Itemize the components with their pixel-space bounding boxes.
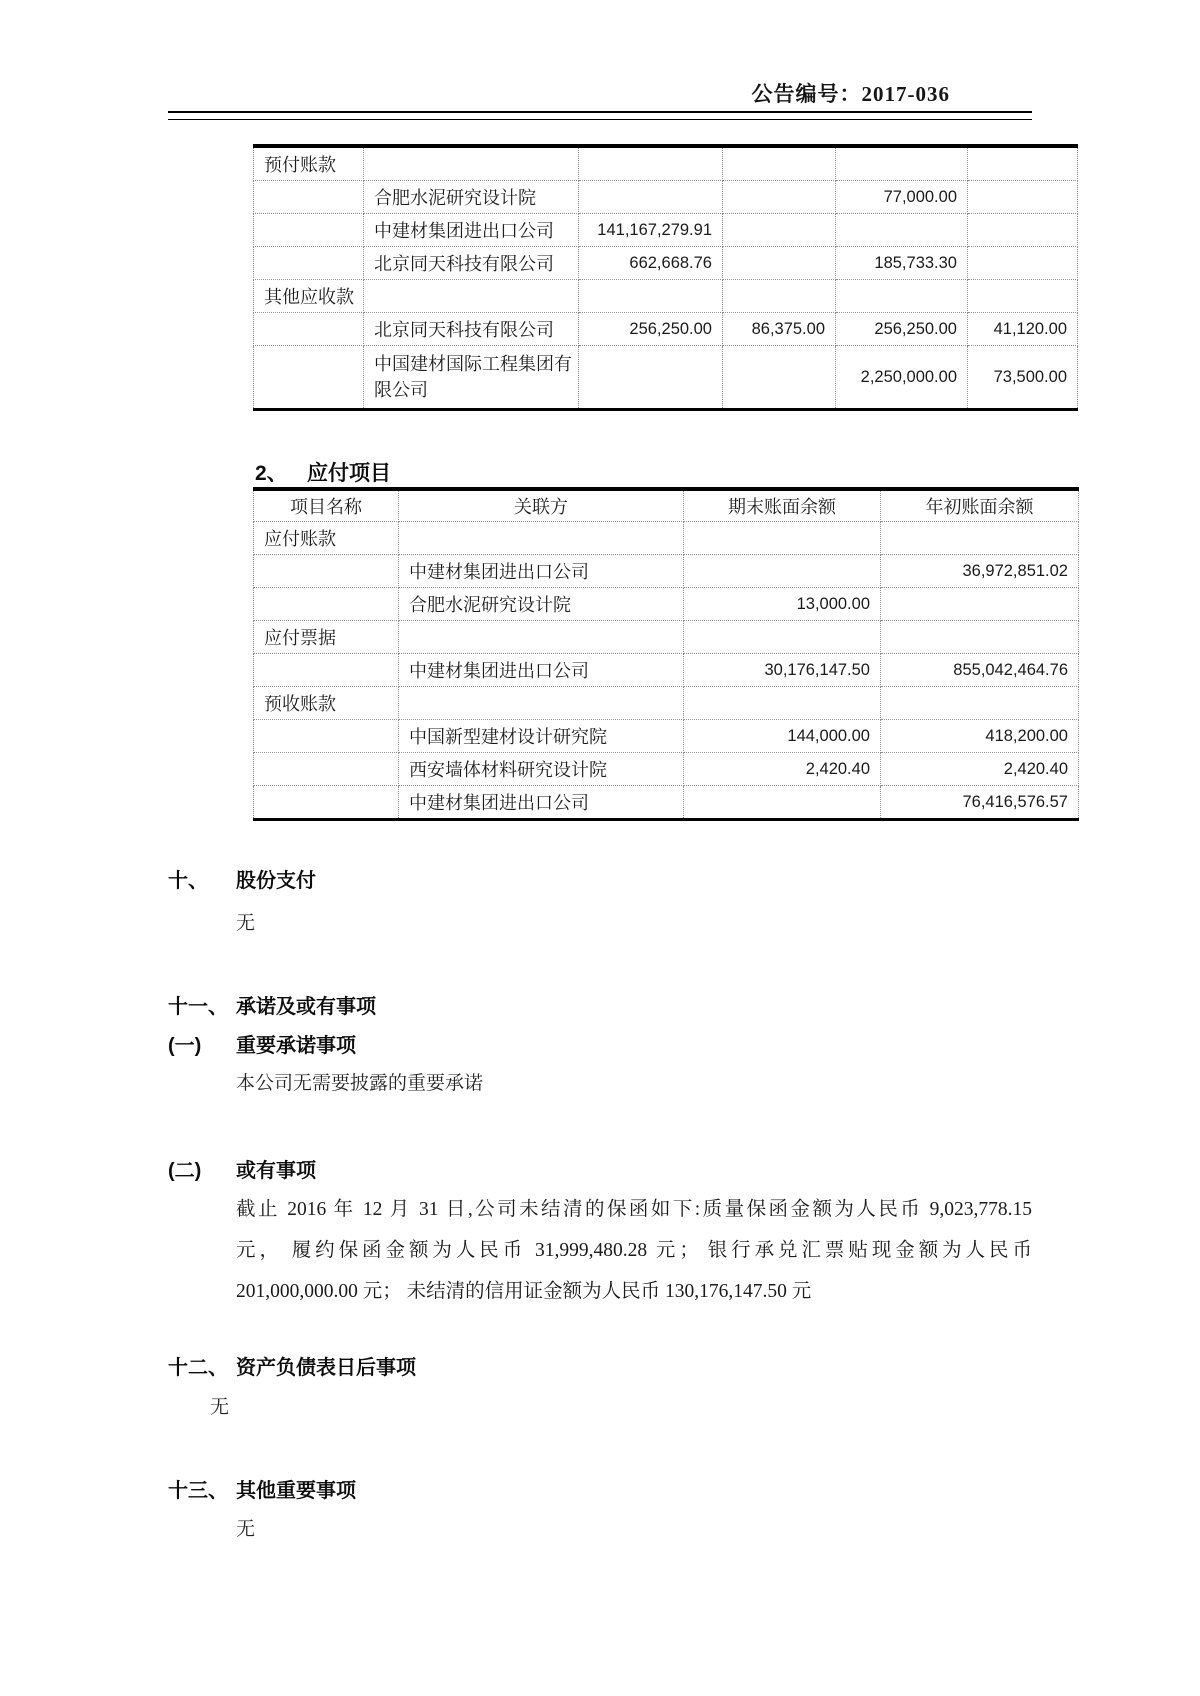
column-header-related-party: 关联方 bbox=[399, 489, 684, 522]
amount-cell: 41,120.00 bbox=[968, 313, 1078, 346]
item-name-cell bbox=[254, 720, 399, 753]
section-12-body: 无 bbox=[210, 1397, 230, 1418]
related-party-cell: 中建材集团进出口公司 bbox=[399, 654, 684, 687]
section-title: 或有事项 bbox=[236, 1160, 316, 1182]
amount-cell: 76,416,576.57 bbox=[881, 786, 1079, 820]
amount-cell bbox=[723, 181, 836, 214]
table-row bbox=[254, 181, 1078, 214]
amount-cell bbox=[881, 621, 1079, 654]
item-name-cell bbox=[254, 555, 399, 588]
item-name-cell bbox=[254, 181, 364, 214]
section-11-1-heading bbox=[168, 1029, 356, 1058]
amount-cell bbox=[579, 146, 723, 181]
related-party-cell: 北京同天科技有限公司 bbox=[364, 247, 579, 280]
paragraph-line: 元， 履约保函金额为人民币 31,999,480.28 元； 银行承兑汇票贴现金额为人民币 bbox=[236, 1240, 1032, 1261]
prepayments-receivables-table bbox=[253, 144, 1078, 411]
payables-table bbox=[253, 487, 1079, 821]
amount-cell: 77,000.00 bbox=[836, 181, 968, 214]
section-10-heading bbox=[168, 864, 316, 893]
section-number: 2、 bbox=[255, 462, 288, 485]
section-title: 承诺及或有事项 bbox=[236, 996, 376, 1018]
table-row bbox=[254, 654, 1079, 687]
amount-cell: 256,250.00 bbox=[579, 313, 723, 346]
contingencies-paragraph bbox=[236, 1189, 1032, 1312]
amount-cell: 855,042,464.76 bbox=[881, 654, 1079, 687]
amount-cell bbox=[579, 346, 723, 410]
related-party-cell bbox=[399, 687, 684, 720]
amount-cell bbox=[968, 146, 1078, 181]
column-header-beginning-balance: 年初账面余额 bbox=[881, 489, 1079, 522]
amount-cell bbox=[723, 346, 836, 410]
amount-cell bbox=[968, 181, 1078, 214]
amount-cell bbox=[881, 522, 1079, 555]
table-row bbox=[254, 621, 1079, 654]
related-party-cell bbox=[399, 621, 684, 654]
column-header-ending-balance: 期末账面余额 bbox=[684, 489, 881, 522]
table-header-row bbox=[254, 489, 1079, 522]
table-row bbox=[254, 588, 1079, 621]
table-row bbox=[254, 522, 1079, 555]
announcement-number: 公告编号：2017-036 bbox=[751, 82, 950, 106]
amount-cell bbox=[684, 786, 881, 820]
amount-cell: 256,250.00 bbox=[836, 313, 968, 346]
item-name-cell bbox=[254, 313, 364, 346]
section-title: 股份支付 bbox=[236, 870, 316, 892]
amount-cell bbox=[836, 146, 968, 181]
amount-cell: 185,733.30 bbox=[836, 247, 968, 280]
amount-cell: 2,420.40 bbox=[881, 753, 1079, 786]
amount-cell bbox=[968, 214, 1078, 247]
section-number: (一) bbox=[168, 1035, 202, 1057]
amount-cell: 662,668.76 bbox=[579, 247, 723, 280]
section-number: (二) bbox=[168, 1160, 202, 1182]
table-row bbox=[254, 720, 1079, 753]
table-body bbox=[254, 146, 1078, 410]
section-11-heading bbox=[168, 990, 376, 1019]
section-number: 十一、 bbox=[168, 996, 228, 1018]
item-name-cell: 预付账款 bbox=[254, 146, 364, 181]
table-row bbox=[254, 146, 1078, 181]
amount-cell: 2,420.40 bbox=[684, 753, 881, 786]
related-party-cell: 中国新型建材设计研究院 bbox=[399, 720, 684, 753]
table-row bbox=[254, 753, 1079, 786]
item-name-cell: 预收账款 bbox=[254, 687, 399, 720]
section-11-2-heading bbox=[168, 1154, 316, 1183]
table-header bbox=[254, 489, 1079, 522]
section-number: 十二、 bbox=[168, 1357, 228, 1379]
table-body bbox=[254, 522, 1079, 820]
amount-cell bbox=[579, 280, 723, 313]
amount-cell: 86,375.00 bbox=[723, 313, 836, 346]
item-name-cell bbox=[254, 753, 399, 786]
table-row bbox=[254, 280, 1078, 313]
table-row bbox=[254, 555, 1079, 588]
section-13-body: 无 bbox=[236, 1519, 256, 1540]
section-title: 重要承诺事项 bbox=[236, 1035, 356, 1057]
section-13-heading bbox=[168, 1474, 356, 1503]
amount-cell bbox=[723, 247, 836, 280]
amount-cell: 418,200.00 bbox=[881, 720, 1079, 753]
item-name-cell bbox=[254, 786, 399, 820]
section-number: 十三、 bbox=[168, 1480, 228, 1502]
paragraph-line: 截止 2016 年 12 月 31 日,公司未结清的保函如下:质量保函金额为人民币 9,023,778.15 bbox=[236, 1199, 1032, 1220]
amount-cell: 141,167,279.91 bbox=[579, 214, 723, 247]
amount-cell bbox=[723, 214, 836, 247]
amount-cell bbox=[968, 247, 1078, 280]
related-party-cell: 中建材集团进出口公司 bbox=[399, 555, 684, 588]
item-name-cell: 应付账款 bbox=[254, 522, 399, 555]
related-party-cell: 合肥水泥研究设计院 bbox=[399, 588, 684, 621]
related-party-cell: 中建材集团进出口公司 bbox=[399, 786, 684, 820]
amount-cell: 36,972,851.02 bbox=[881, 555, 1079, 588]
amount-cell bbox=[579, 181, 723, 214]
related-party-cell: 西安墙体材料研究设计院 bbox=[399, 753, 684, 786]
section-title: 其他重要事项 bbox=[236, 1480, 356, 1502]
column-header-item-name: 项目名称 bbox=[254, 489, 399, 522]
amount-cell: 30,176,147.50 bbox=[684, 654, 881, 687]
section-10-body: 无 bbox=[236, 913, 256, 934]
related-party-cell: 中国建材国际工程集团有限公司 bbox=[364, 346, 579, 410]
amount-cell: 144,000.00 bbox=[684, 720, 881, 753]
section-title: 资产负债表日后事项 bbox=[236, 1357, 416, 1379]
section-12-heading bbox=[168, 1351, 416, 1380]
item-name-cell bbox=[254, 346, 364, 410]
item-name-cell bbox=[254, 588, 399, 621]
table-row bbox=[254, 687, 1079, 720]
section-number: 十、 bbox=[168, 870, 208, 892]
table-row bbox=[254, 786, 1079, 820]
table-row bbox=[254, 346, 1078, 410]
amount-cell bbox=[684, 621, 881, 654]
table-row bbox=[254, 247, 1078, 280]
amount-cell bbox=[881, 588, 1079, 621]
header-double-rule bbox=[168, 111, 1032, 120]
paragraph-line: 201,000,000.00 元； 未结清的信用证金额为人民币 130,176,147.50 元 bbox=[236, 1281, 812, 1302]
amount-cell bbox=[723, 146, 836, 181]
section-title: 应付项目 bbox=[307, 462, 391, 485]
related-party-cell bbox=[364, 280, 579, 313]
item-name-cell: 其他应收款 bbox=[254, 280, 364, 313]
payables-section-heading bbox=[255, 457, 391, 487]
amount-cell bbox=[684, 687, 881, 720]
related-party-cell: 中建材集团进出口公司 bbox=[364, 214, 579, 247]
amount-cell: 73,500.00 bbox=[968, 346, 1078, 410]
section-11-1-body: 本公司无需要披露的重要承诺 bbox=[236, 1073, 484, 1094]
table-row bbox=[254, 313, 1078, 346]
amount-cell bbox=[684, 522, 881, 555]
amount-cell bbox=[881, 687, 1079, 720]
amount-cell bbox=[684, 555, 881, 588]
item-name-cell bbox=[254, 214, 364, 247]
amount-cell: 2,250,000.00 bbox=[836, 346, 968, 410]
amount-cell bbox=[836, 280, 968, 313]
amount-cell: 13,000.00 bbox=[684, 588, 881, 621]
related-party-cell: 北京同天科技有限公司 bbox=[364, 313, 579, 346]
item-name-cell bbox=[254, 247, 364, 280]
amount-cell bbox=[723, 280, 836, 313]
table-row bbox=[254, 214, 1078, 247]
related-party-cell: 合肥水泥研究设计院 bbox=[364, 181, 579, 214]
item-name-cell bbox=[254, 654, 399, 687]
item-name-cell: 应付票据 bbox=[254, 621, 399, 654]
amount-cell bbox=[836, 214, 968, 247]
amount-cell bbox=[968, 280, 1078, 313]
related-party-cell bbox=[399, 522, 684, 555]
related-party-cell bbox=[364, 146, 579, 181]
